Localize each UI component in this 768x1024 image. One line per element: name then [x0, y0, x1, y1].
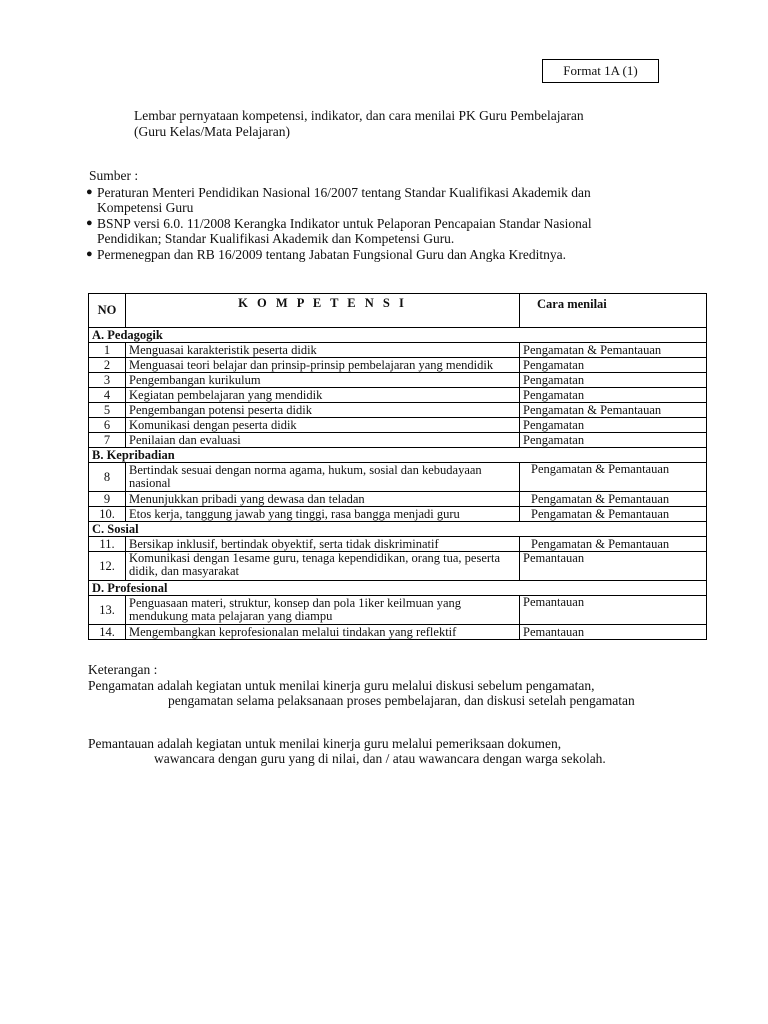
section-title: C. Sosial — [89, 522, 707, 537]
row-no: 1 — [89, 343, 126, 358]
header-no: NO — [89, 294, 126, 328]
row-kompetensi: Menguasai karakteristik peserta didik — [126, 343, 520, 358]
table-row — [89, 463, 707, 492]
row-no: 4 — [89, 388, 126, 403]
source-line: Permenegpan dan RB 16/2009 tentang Jabatan Fungsional Guru dan Angka Kreditnya. — [97, 247, 567, 262]
table-header-row — [89, 294, 707, 328]
row-cara: Pengamatan & Pemantauan — [520, 492, 707, 507]
row-kompetensi: Penilaian dan evaluasi — [126, 433, 520, 448]
row-cara: Pengamatan — [520, 433, 707, 448]
row-kompetensi: Bersikap inklusif, bertindak obyektif, serta tidak diskriminatif — [126, 537, 520, 552]
row-cara: Pengamatan & Pemantauan — [520, 343, 707, 358]
row-no: 3 — [89, 373, 126, 388]
row-kompetensi: Kegiatan pembelajaran yang mendidik — [126, 388, 520, 403]
table-row — [89, 537, 707, 552]
sources-section — [86, 168, 689, 262]
table-row — [89, 552, 707, 581]
row-cara: Pengamatan & Pemantauan — [520, 403, 707, 418]
row-no: 13. — [89, 596, 126, 625]
section-title: B. Kepribadian — [89, 448, 707, 463]
pengamatan-definition-line: pengamatan selama pelaksanaan proses pembelajaran, dan diskusi setelah pengamatan — [168, 693, 635, 708]
pengamatan-definition-line: Pengamatan adalah kegiatan untuk menilai kinerja guru melalui diskusi sebelum pengamatan, — [88, 678, 595, 693]
row-no: 9 — [89, 492, 126, 507]
section-row — [89, 522, 707, 537]
title-line-1: Lembar pernyataan kompetensi, indikator, dan cara menilai PK Guru Pembelajaran — [134, 108, 584, 123]
table-row — [89, 343, 707, 358]
keterangan-label: Keterangan : — [88, 662, 158, 677]
section-row — [89, 328, 707, 343]
pemantauan-definition-line: wawancara dengan guru yang di nilai, dan / atau wawancara dengan warga sekolah. — [154, 751, 606, 766]
row-cara: Pengamatan & Pemantauan — [520, 507, 707, 522]
row-no: 5 — [89, 403, 126, 418]
table-row — [89, 373, 707, 388]
bullet-icon: ● — [86, 186, 93, 198]
row-no: 8 — [89, 463, 126, 492]
row-kompetensi: Menunjukkan pribadi yang dewasa dan teladan — [126, 492, 520, 507]
pemantauan-definition-line: Pemantauan adalah kegiatan untuk menilai kinerja guru melalui pemeriksaan dokumen, — [88, 736, 562, 751]
bullet-icon: ● — [86, 217, 93, 229]
row-kompetensi: Etos kerja, tanggung jawab yang tinggi, rasa bangga menjadi guru — [126, 507, 520, 522]
row-cara: Pengamatan — [520, 388, 707, 403]
row-cara: Pemantauan — [520, 625, 707, 640]
row-cara: Pengamatan & Pemantauan — [520, 463, 707, 492]
title-line-2: (Guru Kelas/Mata Pelajaran) — [134, 124, 290, 139]
row-cara: Pemantauan — [520, 552, 707, 581]
table-row — [89, 388, 707, 403]
row-kompetensi: Bertindak sesuai dengan norma agama, hukum, sosial dan kebudayaan nasional — [126, 463, 520, 492]
header-kompetensi: K O M P E T E N S I — [126, 294, 520, 328]
document-title — [134, 108, 694, 140]
row-kompetensi: Mengembangkan keprofesionalan melalui tindakan yang reflektif — [126, 625, 520, 640]
row-no: 14. — [89, 625, 126, 640]
table-row — [89, 358, 707, 373]
table-row — [89, 507, 707, 522]
source-line: BSNP versi 6.0. 11/2008 Kerangka Indikator untuk Pelaporan Pencapaian Standar Nasional — [97, 216, 592, 231]
row-cara: Pengamatan — [520, 373, 707, 388]
source-line: Kompetensi Guru — [97, 200, 194, 215]
table-row — [89, 492, 707, 507]
row-no: 12. — [89, 552, 126, 581]
row-cara: Pengamatan & Pemantauan — [520, 537, 707, 552]
row-kompetensi: Pengembangan potensi peserta didik — [126, 403, 520, 418]
competency-table — [88, 293, 707, 640]
source-item — [86, 185, 689, 215]
section-row — [89, 581, 707, 596]
row-no: 2 — [89, 358, 126, 373]
table-row — [89, 625, 707, 640]
row-cara: Pemantauan — [520, 596, 707, 625]
pemantauan-definition — [88, 736, 708, 766]
row-kompetensi: Komunikasi dengan 1esame guru, tenaga kependidikan, orang tua, peserta didik, dan masyarakat — [126, 552, 520, 581]
table-row — [89, 433, 707, 448]
format-label: Format 1A (1) — [542, 59, 659, 83]
row-kompetensi: Penguasaan materi, struktur, konsep dan pola 1iker keilmuan yang mendukung mata pelajaran yang diampu — [126, 596, 520, 625]
section-title: A. Pedagogik — [89, 328, 707, 343]
section-row — [89, 448, 707, 463]
table-row — [89, 403, 707, 418]
bullet-icon: ● — [86, 248, 93, 260]
row-no: 7 — [89, 433, 126, 448]
row-no: 11. — [89, 537, 126, 552]
source-line: Peraturan Menteri Pendidikan Nasional 16/2007 tentang Standar Kualifikasi Akademik dan — [97, 185, 591, 200]
row-cara: Pengamatan — [520, 358, 707, 373]
row-no: 6 — [89, 418, 126, 433]
table-row — [89, 418, 707, 433]
sources-label: Sumber : — [89, 168, 139, 183]
table-row — [89, 596, 707, 625]
row-kompetensi: Komunikasi dengan peserta didik — [126, 418, 520, 433]
source-item — [86, 216, 689, 246]
row-cara: Pengamatan — [520, 418, 707, 433]
row-no: 10. — [89, 507, 126, 522]
row-kompetensi: Menguasai teori belajar dan prinsip-prinsip pembelajaran yang mendidik — [126, 358, 520, 373]
source-item — [86, 247, 689, 262]
section-title: D. Profesional — [89, 581, 707, 596]
header-cara-menilai: Cara menilai — [520, 294, 707, 328]
keterangan-section — [88, 662, 708, 708]
row-kompetensi: Pengembangan kurikulum — [126, 373, 520, 388]
source-line: Pendidikan; Standar Kualifikasi Akademik dan Kompetensi Guru. — [97, 231, 455, 246]
